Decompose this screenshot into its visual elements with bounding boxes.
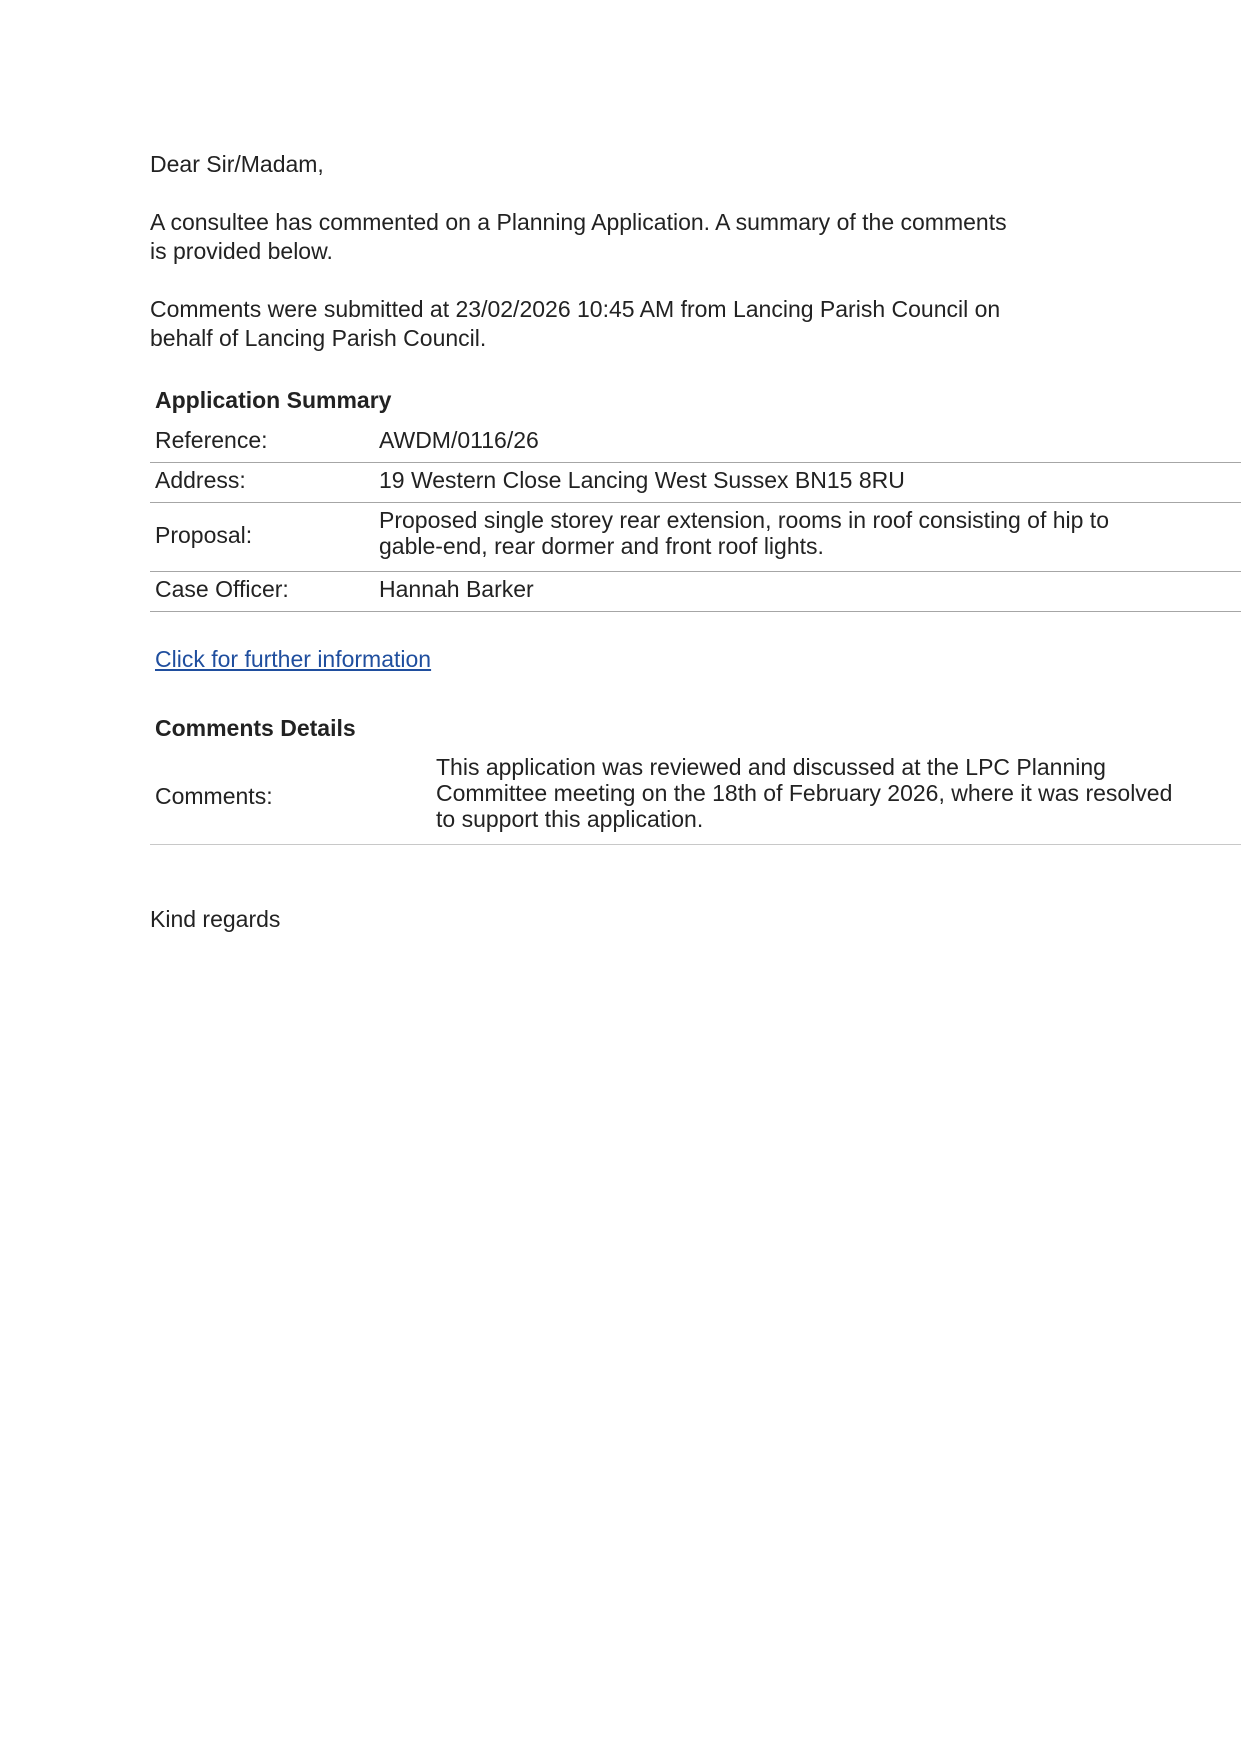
case-officer-value: Hannah Barker bbox=[379, 576, 534, 602]
proposal-value-line-2: gable-end, rear dormer and front roof lights. bbox=[379, 533, 824, 559]
further-information-link[interactable]: Click for further information bbox=[155, 646, 432, 672]
address-label: Address: bbox=[155, 467, 246, 493]
comments-value-line-3: to support this application. bbox=[436, 806, 704, 832]
proposal-label: Proposal: bbox=[155, 522, 253, 548]
comments-value-line-2: Committee meeting on the 18th of February 2026, where it was resolved bbox=[436, 780, 1173, 806]
proposal-value-line-1: Proposed single storey rear extension, rooms in roof consisting of hip to bbox=[379, 507, 1109, 533]
comments-value-line-1: This application was reviewed and discussed at the LPC Planning bbox=[436, 754, 1106, 780]
summary-row-case-officer bbox=[150, 571, 1241, 612]
comments-label: Comments: bbox=[155, 783, 273, 809]
summary-row-proposal bbox=[150, 502, 1241, 572]
sign-off: Kind regards bbox=[150, 906, 281, 932]
intro-text-line-1: A consultee has commented on a Planning Application. A summary of the comments bbox=[150, 209, 1007, 235]
salutation: Dear Sir/Madam, bbox=[150, 151, 324, 177]
submission-text-line-1: Comments were submitted at 23/02/2026 10:45 AM from Lancing Parish Council on bbox=[150, 296, 1001, 322]
case-officer-label: Case Officer: bbox=[155, 576, 289, 602]
intro-text-line-2: is provided below. bbox=[150, 238, 333, 264]
proposal-value bbox=[379, 507, 1109, 559]
address-value: 19 Western Close Lancing West Sussex BN15 8RU bbox=[379, 467, 905, 493]
submission-text-line-2: behalf of Lancing Parish Council. bbox=[150, 325, 487, 351]
reference-label: Reference: bbox=[155, 427, 268, 453]
application-summary-heading: Application Summary bbox=[155, 387, 392, 413]
reference-value: AWDM/0116/26 bbox=[379, 427, 539, 453]
summary-row-address bbox=[150, 462, 1241, 503]
summary-row-reference bbox=[150, 422, 1241, 463]
comments-details-heading: Comments Details bbox=[155, 715, 356, 741]
comments-value bbox=[436, 754, 1172, 832]
comments-row bbox=[150, 751, 1241, 845]
